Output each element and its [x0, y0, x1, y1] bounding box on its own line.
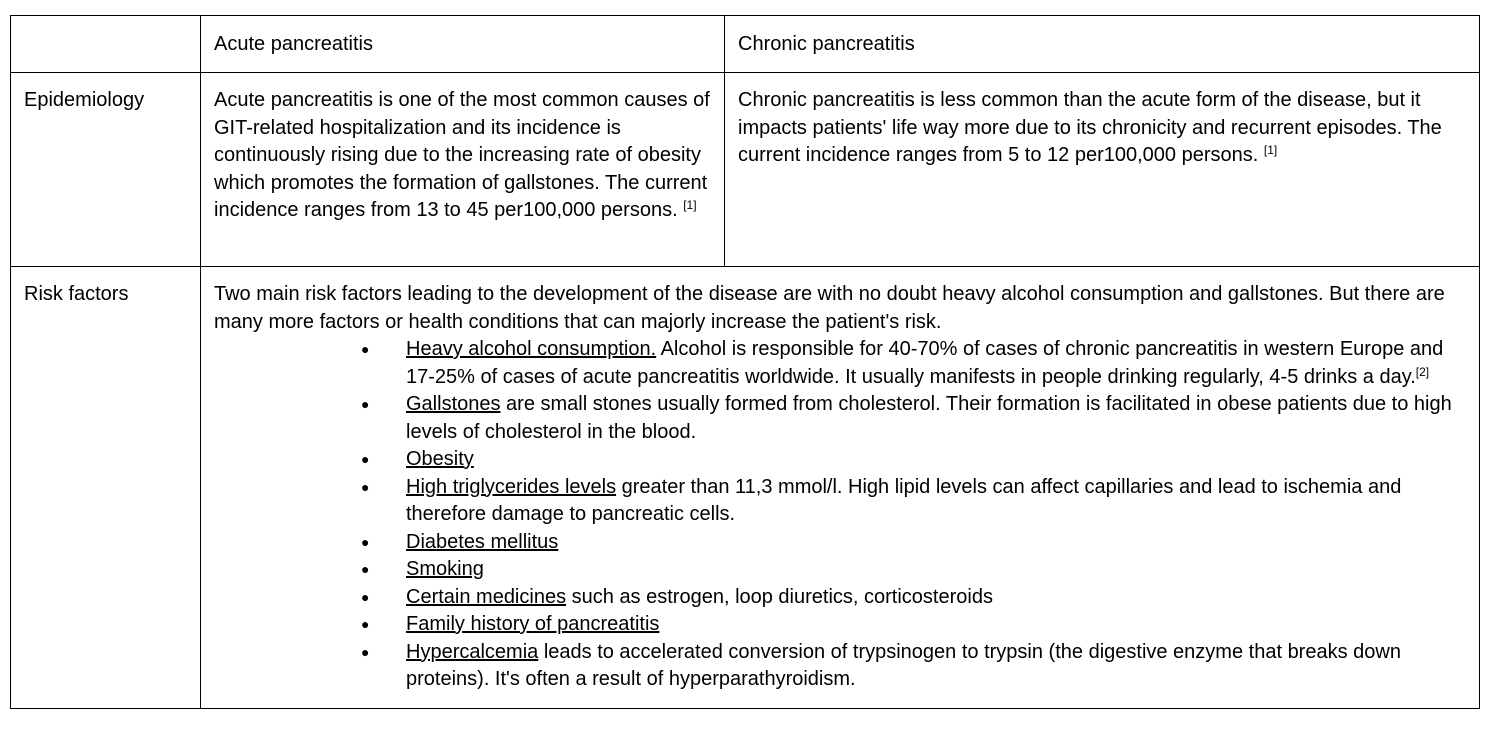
risk-description: greater than 11,3 mmol/l. High lipid levels can affect capillaries and lead to ischemia and therefore damage to pancreatic cells.: [406, 475, 1402, 525]
risk-term: Smoking: [406, 558, 484, 580]
list-item: [361, 474, 1466, 529]
risk-term: Hypercalcemia: [406, 640, 539, 663]
bullet-icon: ●: [361, 588, 370, 605]
list-item: [361, 529, 1466, 557]
risk-description: such as estrogen, loop diuretics, corticosteroids: [566, 585, 993, 608]
risk-term: Obesity: [406, 448, 474, 470]
risk-description: are small stones usually formed from cholesterol. Their formation is facilitated in obese patients due to high levels of cholesterol in the blood.: [406, 393, 1452, 443]
risk-term: Certain medicines: [406, 585, 567, 608]
risk-term: Gallstones: [406, 393, 501, 415]
risk-factors-label: Risk factors: [11, 267, 201, 709]
epidemiology-row: [11, 73, 1480, 267]
header-corner-cell: [11, 16, 201, 73]
risk-term: Heavy alcohol consumption.: [406, 338, 657, 360]
epidemiology-acute-text: Acute pancreatitis is one of the most common causes of GIT-related hospitalization and its incidence is continuously rising due to the increasing rate of obesity which promotes the formation of gallstones. The current incidence ranges from 13 to 45 per100,000 persons.: [214, 89, 710, 221]
pancreatitis-comparison-table: [10, 15, 1480, 709]
risk-description: Alcohol is responsible for 40-70% of cases of chronic pancreatitis in western Europe and 17-25% of cases of acute pancreatitis worldwide. It usually manifests in people drinking regularly, 4-5 drinks a day.: [406, 338, 1444, 388]
header-row: [11, 16, 1480, 73]
epidemiology-chronic-cell: [725, 73, 1480, 267]
bullet-icon: ●: [361, 616, 370, 632]
risk-term: Diabetes mellitus: [406, 530, 559, 553]
bullet-icon: ●: [361, 533, 370, 550]
bullet-icon: ●: [361, 643, 370, 660]
epidemiology-acute-cell: [201, 73, 725, 267]
citation-ref: [1]: [683, 198, 697, 213]
list-item: [361, 336, 1466, 391]
risk-factors-row: [11, 267, 1480, 709]
header-acute-cell: Acute pancreatitis: [201, 16, 725, 73]
risk-factors-intro: Two main risk factors leading to the development of the disease are with no doubt heavy alcohol consumption and gallstones. But there are many more factors or health conditions that can majorly increase the patient's risk.: [214, 283, 1445, 333]
list-item: [361, 556, 1466, 584]
bullet-icon: ●: [361, 478, 370, 495]
list-item: [361, 639, 1466, 694]
bullet-icon: ●: [361, 396, 370, 412]
list-item: [361, 611, 1466, 639]
list-item: [361, 391, 1466, 446]
risk-factors-list: [214, 336, 1466, 694]
citation-ref: [1]: [1263, 143, 1278, 158]
risk-factors-cell: [201, 267, 1480, 709]
epidemiology-chronic-text: Chronic pancreatitis is less common than the acute form of the disease, but it impacts patients' life way more due to its chronicity and recurrent episodes. The current incidence ranges from 5 to 12 per100,000 persons.: [738, 89, 1442, 166]
risk-description: leads to accelerated conversion of trypsinogen to trypsin (the digestive enzyme that breaks down proteins). It's often a result of hyperparathyroidism.: [406, 640, 1401, 690]
list-item: [361, 584, 1466, 612]
citation-ref: [2]: [1415, 364, 1430, 379]
bullet-icon: ●: [361, 341, 370, 357]
risk-term: High triglycerides levels: [406, 475, 617, 498]
header-chronic-cell: Chronic pancreatitis: [725, 16, 1480, 73]
bullet-icon: ●: [361, 561, 370, 577]
bullet-icon: ●: [361, 451, 370, 467]
risk-term: Family history of pancreatitis: [406, 613, 660, 635]
list-item: [361, 446, 1466, 474]
epidemiology-label: Epidemiology: [11, 73, 201, 267]
